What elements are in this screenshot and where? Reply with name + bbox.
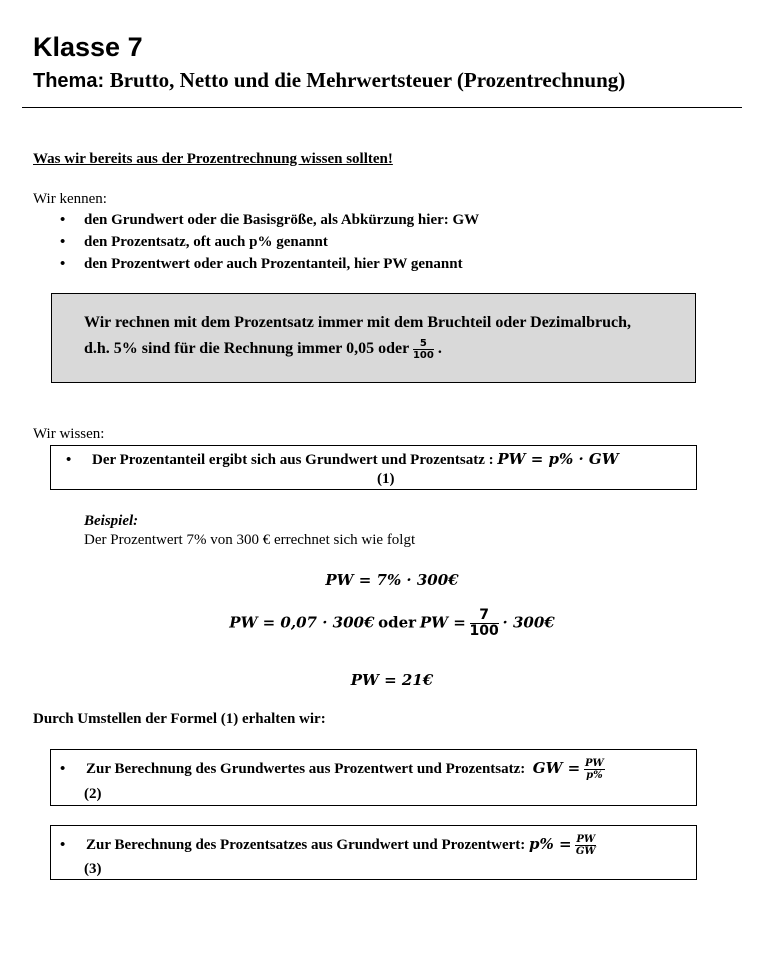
bullet-icon: • — [60, 760, 66, 777]
equation-2-right-pre: PW = — [419, 613, 466, 632]
formula-1-line — [66, 450, 619, 469]
fraction-numerator: 7 — [470, 608, 499, 624]
fraction-numerator: PW — [576, 834, 596, 845]
formula-1-number: (1) — [377, 471, 395, 487]
fraction-7-100 — [470, 608, 499, 640]
formula-3-left: p% = — [529, 834, 572, 853]
equation-1-text: PW = 7% · 300€ — [325, 571, 459, 589]
equation-2-left: PW = 0,07 · 300€ — [229, 613, 375, 632]
list-item: • den Prozentsatz, oft auch p% genannt — [60, 231, 479, 253]
header-divider — [22, 107, 742, 108]
fraction-denominator: 100 — [412, 350, 434, 361]
formula-2-left: GW = — [532, 758, 581, 777]
fraction-numerator: 5 — [413, 338, 434, 350]
example-equation-2 — [0, 608, 784, 640]
fraction-5-100 — [413, 338, 434, 361]
fraction-numerator: PW — [585, 758, 604, 769]
subtitle-topic: Brutto, Netto und die Mehrwertsteuer (Prozentrechnung) — [109, 68, 626, 92]
formula-1: PW = p% · GW — [497, 450, 619, 468]
subtitle-prefix: Thema: — [33, 70, 110, 92]
rearrange-heading: Durch Umstellen der Formel (1) erhalten wir: — [33, 711, 326, 727]
formula-2-line — [60, 758, 605, 781]
fraction-denominator: p% — [586, 770, 603, 781]
note-line-1: Wir rechnen mit dem Prozentsatz immer mit dem Bruchteil oder Dezimalbruch, — [84, 314, 632, 331]
bullet-icon: • — [60, 836, 66, 853]
fraction-denominator: 100 — [469, 623, 499, 640]
page-title: Klasse 7 — [33, 32, 143, 62]
note-line-2-text: d.h. 5% sind für die Rechnung immer 0,05 oder — [84, 340, 409, 358]
formula-2-text: Zur Berechnung des Grundwertes aus Prozentwert und Prozentsatz: — [86, 760, 526, 777]
fraction-pw-over-p — [584, 758, 605, 781]
we-know-heading: Wir wissen: — [33, 426, 105, 442]
fraction-pw-over-gw — [575, 834, 596, 857]
note-line-2 — [84, 338, 442, 361]
equation-2-connector: oder — [378, 613, 417, 632]
fraction-denominator: GW — [575, 846, 596, 857]
section-heading: Was wir bereits aus der Prozentrechnung wissen sollten! — [33, 151, 393, 167]
formula-1-text: Der Prozentanteil ergibt sich aus Grundwert und Prozentsatz : — [92, 452, 498, 468]
formula-3-line — [60, 834, 596, 857]
equation-3-text: PW = 21€ — [350, 671, 434, 689]
formula-3-text: Zur Berechnung des Prozentsatzes aus Grundwert und Prozentwert: — [86, 836, 526, 853]
formula-3-number: (3) — [84, 861, 102, 877]
example-equation-3 — [0, 671, 784, 690]
we-know-list — [60, 209, 479, 275]
equation-2-right-post: · 300€ — [502, 613, 555, 632]
note-line-2-end: . — [437, 340, 442, 358]
example-equation-1 — [0, 571, 784, 590]
page-subtitle — [33, 66, 625, 95]
formula-2-number: (2) — [84, 786, 102, 802]
list-item: • den Prozentwert oder auch Prozentanteil, hier PW genannt — [60, 253, 479, 275]
bullet-icon: • — [66, 452, 72, 468]
list-item: • den Grundwert oder die Basisgröße, als Abkürzung hier: GW — [60, 209, 479, 231]
we-know-label: Wir kennen: — [33, 191, 107, 207]
example-text: Der Prozentwert 7% von 300 € errechnet sich wie folgt — [84, 532, 416, 548]
example-label: Beispiel: — [84, 513, 139, 529]
